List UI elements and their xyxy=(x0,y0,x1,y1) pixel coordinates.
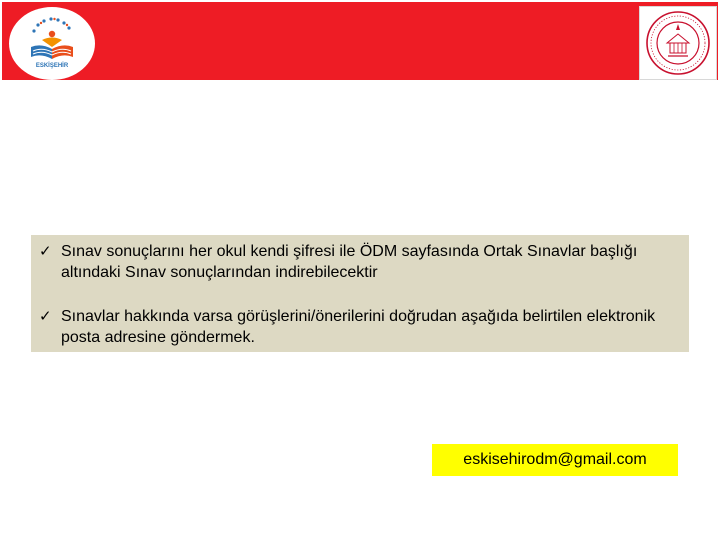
checkmark-icon: ✓ xyxy=(39,243,52,260)
header-band xyxy=(2,2,718,80)
bullet-text: Sınavlar hakkında varsa görüşlerini/önerilerini doğrudan aşağıda belirtilen elektronik posta adresine göndermek. xyxy=(61,308,656,346)
svg-text:ESKİŞEHİR: ESKİŞEHİR xyxy=(35,63,69,69)
eskisehir-logo xyxy=(9,7,95,80)
info-box xyxy=(31,235,689,352)
bullet-text: Sınav sonuçlarını her okul kendi şifresi ile ÖDM sayfasında Ortak Sınavlar başlığı altındaki Sınav sonuçlarından indirebilecektir xyxy=(61,243,638,281)
bullet-item xyxy=(39,306,669,348)
checkmark-icon: ✓ xyxy=(39,308,52,325)
email-address: eskisehirodm@gmail.com xyxy=(432,444,678,476)
meb-seal xyxy=(639,6,717,80)
bullet-item xyxy=(39,241,669,283)
